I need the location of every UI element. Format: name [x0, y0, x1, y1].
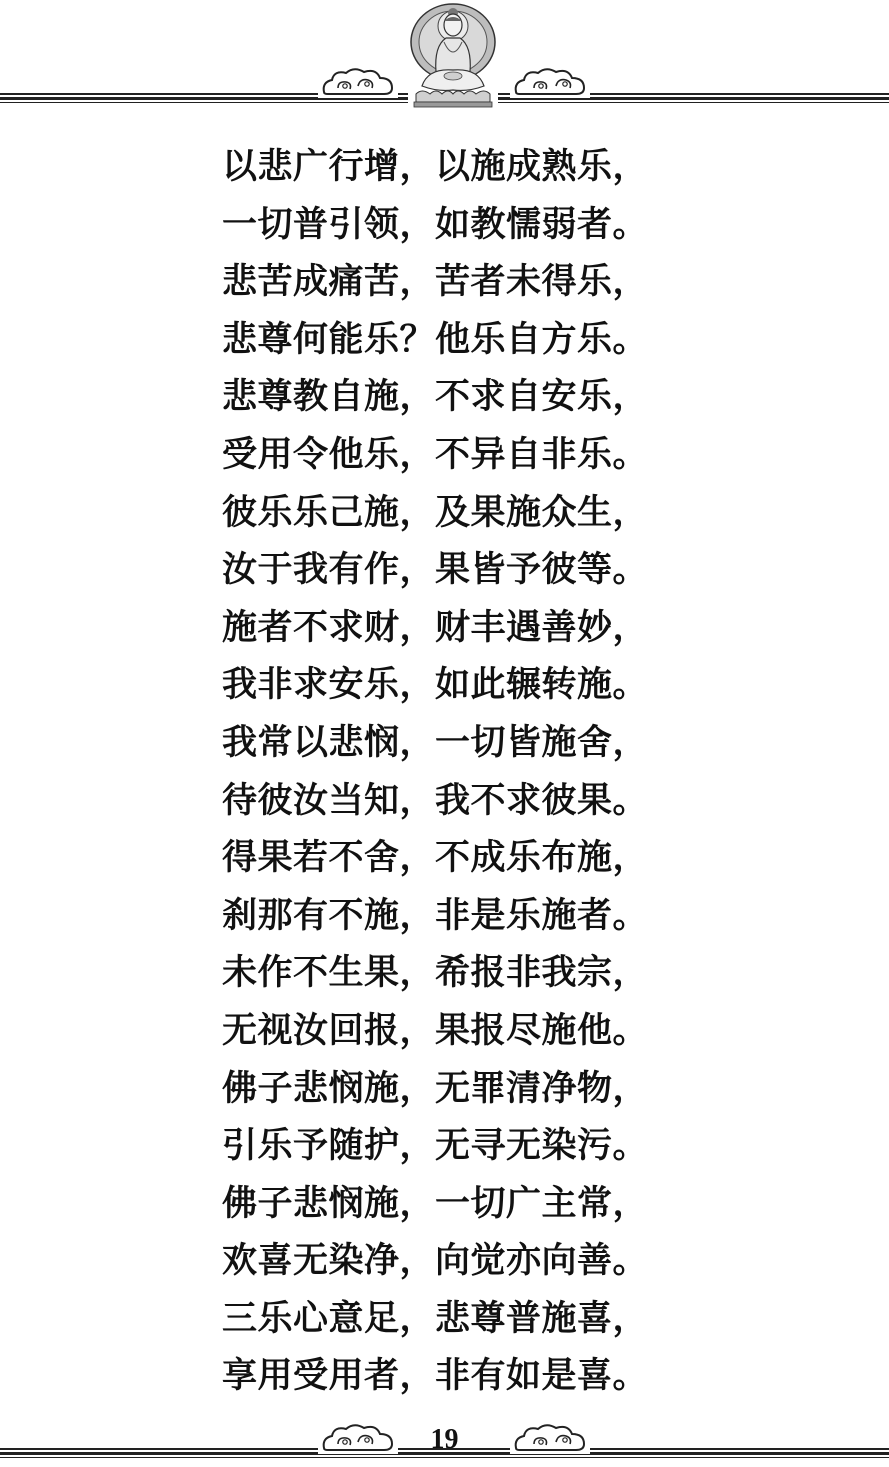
verse-line: 悲苦成痛苦，苦者未得乐， [222, 261, 649, 303]
verse-line: 彼乐乐己施，及果施众生， [222, 491, 649, 533]
verse-line: 悲尊教自施，不求自安乐， [222, 376, 649, 418]
cloud-ornament-icon [318, 64, 398, 98]
verse-line: 以悲广行增，以施成熟乐， [222, 146, 649, 187]
verse-line: 我非求安乐，如此辗转施。 [222, 664, 649, 706]
seated-buddha-icon [408, 2, 498, 108]
verse-line: 无视汝回报，果报尽施他。 [222, 1009, 649, 1051]
verse-line: 欢喜无染净，向觉亦向善。 [222, 1240, 649, 1282]
verse-line: 得果若不舍，不成乐布施， [222, 837, 649, 879]
verse-line: 我常以悲悯，一切皆施舍， [222, 721, 649, 763]
verse-line: 施者不求财，财丰遇善妙， [222, 606, 649, 648]
cloud-ornament-icon [510, 64, 590, 98]
verse-line: 引乐予随护，无寻无染污。 [222, 1125, 649, 1167]
verse-line: 一切普引领，如教懦弱者。 [222, 203, 649, 245]
verse-line: 悲尊何能乐？他乐自方乐。 [222, 318, 649, 360]
verse-line: 佛子悲悯施，一切广主常， [222, 1182, 649, 1224]
page-number: 19 [430, 1424, 459, 1455]
verse-lines [222, 138, 682, 1405]
verse-line: 三乐心意足，悲尊普施喜， [222, 1297, 649, 1339]
verse-line: 待彼汝当知，我不求彼果。 [222, 779, 649, 821]
verse-line: 汝于我有作，果皆予彼等。 [222, 549, 649, 591]
cloud-ornament-icon [510, 1420, 590, 1454]
verse-line: 受用令他乐，不异自非乐。 [222, 433, 649, 475]
verse-line: 享用受用者，非有如是喜。 [222, 1355, 649, 1397]
verse-line: 刹那有不施，非是乐施者。 [222, 894, 649, 936]
verse-line: 佛子悲悯施，无罪清净物， [222, 1067, 649, 1109]
verse-line: 未作不生果，希报非我宗， [222, 952, 649, 994]
